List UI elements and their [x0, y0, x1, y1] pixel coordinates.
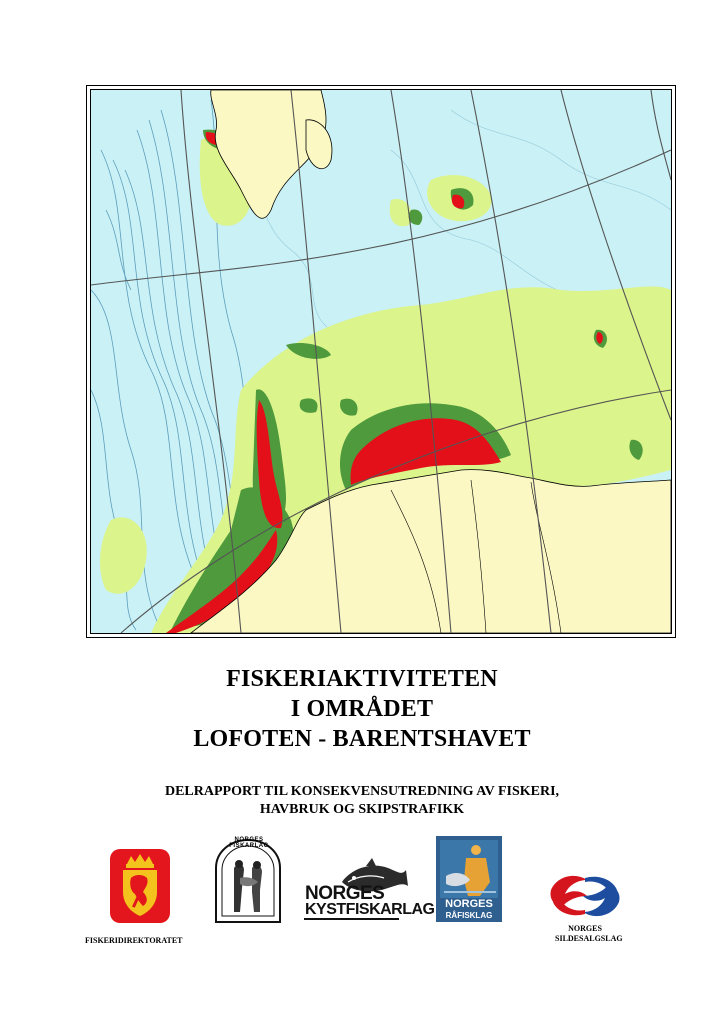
sildesalgslag-line1: NORGES	[568, 924, 602, 933]
report-subtitle	[0, 783, 724, 819]
map-graphic	[91, 90, 671, 633]
rafisklag-line2: RÅFISKLAG	[445, 911, 493, 920]
norges-fiskarlag-logo	[214, 838, 282, 924]
map-frame	[86, 85, 676, 638]
rafisklag-line1: NORGES	[445, 898, 493, 910]
subtitle-line-1: DELRAPPORT TIL KONSEKVENSUTREDNING AV FISKERI,	[164, 784, 560, 799]
title-line-1: FISKERIAKTIVITETEN	[226, 666, 498, 692]
kystfiskarlag-underline	[304, 918, 399, 920]
norges-fiskarlag-ring-text: NORGES FISKARLAG	[229, 837, 269, 849]
rafisklag-logo	[436, 836, 502, 922]
fiskeridirektoratet-caption: FISKERIDIREKTORATET	[85, 936, 183, 945]
sildesalgslag-line2: SILDESALGSLAG	[555, 934, 623, 943]
kystfiskarlag-line1: NORGES	[305, 883, 385, 904]
title-line-2: I OMRÅDET	[290, 696, 434, 722]
report-title	[0, 664, 724, 754]
sildesalgslag-logo	[547, 870, 623, 922]
kystfiskarlag-line2: KYSTFISKARLAG	[305, 901, 435, 918]
title-line-3: LOFOTEN - BARENTSHAVET	[193, 726, 531, 752]
fiskeridirektoratet-logo	[109, 848, 171, 924]
subtitle-line-2: HAVBRUK OG SKIPSTRAFIKK	[259, 802, 465, 817]
fishing-activity-map	[90, 89, 672, 634]
